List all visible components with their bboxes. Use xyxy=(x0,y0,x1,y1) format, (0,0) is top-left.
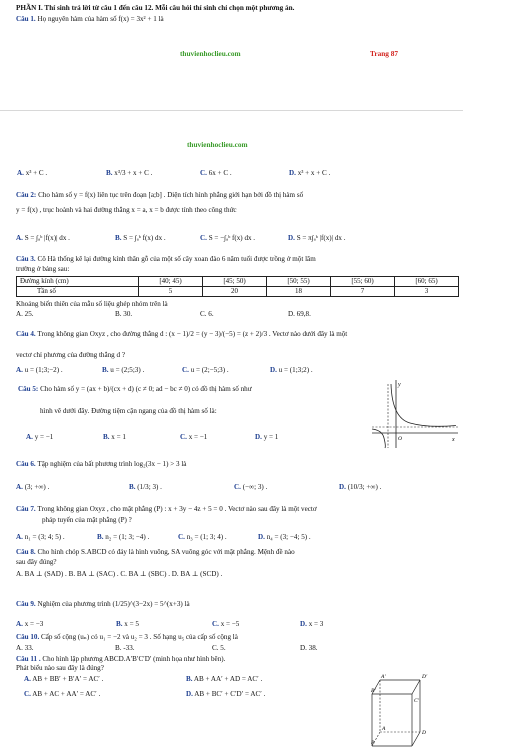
option-a[interactable]: A. y = −1 xyxy=(26,433,54,441)
option-d[interactable]: D. S = π∫ₐᵇ |f(x)| dx . xyxy=(288,234,346,242)
question-2-stem-line2: y = f(x) , trục hoành và hai đường thẳng x = a, x = b được tính theo công thức xyxy=(16,206,237,214)
question-10-stem: Câu 10. Cấp số cộng (uₙ) có u₁ = −2 và u₂ = 3 . Số hạng u₅ của cấp số cộng là xyxy=(16,633,238,641)
question-3-stem: Câu 3. Cô Hà thống kê lại đường kính thân gỗ của một số cây xoan đào 6 năm tuổi được trồng ở một lâm xyxy=(16,255,316,263)
cube-edge xyxy=(412,680,420,694)
table-cell: 3 xyxy=(395,287,459,297)
answer-options[interactable]: A. BA ⊥ (SAD) . B. BA ⊥ (SAC) . C. BA ⊥ (SBC) . D. BA ⊥ (SCD) . xyxy=(16,570,223,578)
vertex-label: A xyxy=(382,726,386,732)
question-3-stem-line2: trường ở bảng sau: xyxy=(16,265,70,273)
table-header-cell: [45; 50) xyxy=(203,277,267,287)
table-header-row xyxy=(17,277,459,287)
frequency-table xyxy=(16,276,459,297)
question-7-stem: Câu 7. Trong không gian Oxyz , cho mặt phẳng (P) : x + 3y − 4z + 5 = 0 . Vectơ nào sau đây là một vectơ xyxy=(16,505,317,513)
footer-site-name: thuvienhoclieu.com xyxy=(180,49,241,58)
vertex-label: B′ xyxy=(371,688,376,694)
graph-curve-right xyxy=(391,384,456,426)
question-5-stem: Câu 5: Cho hàm số y = (ax + b)/(cx + d) (c ≠ 0; ad − bc ≠ 0) có đồ thị hàm số như xyxy=(18,385,252,393)
option-b[interactable]: B. x = 5 xyxy=(116,620,139,628)
option-c[interactable]: C. n₃ = (1; 3; 4) . xyxy=(178,533,227,541)
table-cell: 7 xyxy=(331,287,395,297)
part-title: PHẦN I. Thí sinh trả lời từ câu 1 đến câu 12. Mỗi câu hỏi thí sinh chỉ chọn một phương án. xyxy=(16,4,295,12)
table-cell: 18 xyxy=(267,287,331,297)
header-site-name: thuvienhoclieu.com xyxy=(187,140,248,149)
option-b[interactable]: B. (1/3; 3) . xyxy=(129,483,162,491)
option-c[interactable]: C. 6. xyxy=(200,310,214,318)
table-header-cell: [50; 55) xyxy=(267,277,331,287)
cube-edge xyxy=(412,732,420,746)
vertex-label: B xyxy=(371,740,375,746)
table-cell: 5 xyxy=(139,287,203,297)
option-b[interactable]: B. S = ∫ₐᵇ f(x) dx . xyxy=(115,234,166,242)
question-text: Họ nguyên hàm của hàm số f(x) = 3x² + 1 là xyxy=(37,15,164,23)
option-b[interactable]: B. n₂ = (1; 3; −4) . xyxy=(97,533,150,541)
option-c[interactable]: C. x = −1 xyxy=(180,433,208,441)
table-cell: Tần số xyxy=(17,287,139,297)
option-b[interactable]: B. AB + AA′ + AD = AC′ . xyxy=(186,675,263,683)
hyperbola-graph xyxy=(368,378,460,450)
option-c[interactable]: C. (−∞; 3) . xyxy=(234,483,268,491)
vertex-label: A′ xyxy=(381,674,386,680)
graph-curve-left xyxy=(372,429,385,448)
option-d[interactable]: D. 69,8. xyxy=(288,310,311,318)
option-d[interactable]: D. n₄ = (3; −4; 5) . xyxy=(258,533,311,541)
option-c[interactable]: C. AB + AC + AA′ = AC′ . xyxy=(24,690,101,698)
table-row xyxy=(17,287,459,297)
table-header-cell: Đường kính (cm) xyxy=(17,277,139,287)
question-7-stem-line2: pháp tuyến của mặt phẳng (P) ? xyxy=(42,516,132,524)
option-d[interactable]: D. 38. xyxy=(300,644,318,652)
vertex-label: D′ xyxy=(422,674,428,680)
question-11-stem-line2: Phát biểu nào sau đây là đúng? xyxy=(16,664,104,672)
cube-diagram xyxy=(372,670,460,748)
origin-label: O xyxy=(398,436,402,442)
question-5-stem-line2: hình vẽ dưới đây. Đường tiệm cận ngang của đồ thị hàm số là: xyxy=(40,407,217,415)
question-2-stem: Câu 2: Cho hàm số y = f(x) liên tục trên đoạn [a;b] . Diện tích hình phẳng giới hạn bởi đồ thị hàm số xyxy=(16,191,304,199)
option-c[interactable]: C. u = (2;−5;3) . xyxy=(182,366,229,374)
option-d[interactable]: D. y = 1 xyxy=(255,433,279,441)
option-d[interactable]: D. u = (1;3;2) . xyxy=(270,366,313,374)
page-divider xyxy=(0,110,463,111)
option-d[interactable]: D. x = 3 xyxy=(300,620,324,628)
option-a[interactable]: A. S = ∫ₐᵇ |f(x)| dx . xyxy=(16,234,70,242)
option-c[interactable]: C. 5. xyxy=(212,644,226,652)
question-4-stem-line2: vectơ chỉ phương của đường thẳng d ? xyxy=(16,351,125,359)
question-8-stem-line2: sau đây đúng? xyxy=(16,558,57,566)
table-header-cell: [40; 45) xyxy=(139,277,203,287)
vertex-label: C′ xyxy=(414,698,419,704)
option-a[interactable]: A. x = −3 xyxy=(16,620,44,628)
page-number: Trang 87 xyxy=(370,49,399,58)
question-1-stem xyxy=(16,15,479,24)
vertex-label: D xyxy=(422,730,426,736)
option-a[interactable]: A. 33. xyxy=(16,644,34,652)
option-b[interactable]: B. 30. xyxy=(115,310,133,318)
option-a[interactable]: A. x³ + C . xyxy=(17,169,48,177)
option-a[interactable]: A. (3; +∞) . xyxy=(16,483,50,491)
question-4-stem: Câu 4. Trong không gian Oxyz , cho đường thẳng d : (x − 1)/2 = (y − 3)/(−5) = (z + 2)/3 . Vectơ nào dưới đây là một xyxy=(16,330,348,338)
option-a[interactable]: A. AB + BB′ + B′A′ = AC′ . xyxy=(24,675,104,683)
option-a[interactable]: A. u = (1;3;−2) . xyxy=(16,366,63,374)
option-b[interactable]: B. x = 1 xyxy=(103,433,126,441)
question-3-stem-line3: Khoảng biến thiên của mẫu số liệu ghép nhóm trên là xyxy=(16,300,168,308)
question-8-stem: Câu 8. Cho hình chóp S.ABCD có đáy là hình vuông, SA vuông góc với mặt phẳng. Mệnh đề nào xyxy=(16,548,295,556)
table-header-cell: [55; 60) xyxy=(331,277,395,287)
option-a[interactable]: A. 25. xyxy=(16,310,34,318)
option-b[interactable]: B. x³/3 + x + C . xyxy=(106,169,153,177)
axis-label-x: x xyxy=(452,437,455,443)
option-b[interactable]: B. -33. xyxy=(115,644,135,652)
question-6-stem: Câu 6. Tập nghiệm của bất phương trình log₂(3x − 1) > 3 là xyxy=(16,460,187,468)
question-label: Câu 1. xyxy=(16,15,36,23)
question-9-stem: Câu 9. Nghiệm của phương trình (1/25)^(3−2x) = 5^(x+3) là xyxy=(16,600,190,608)
option-d[interactable]: D. x³ + x + C . xyxy=(289,169,331,177)
option-c[interactable]: C. x = −5 xyxy=(212,620,240,628)
option-d[interactable]: D. AB + BC′ + C′D′ = AC′ . xyxy=(186,690,266,698)
option-c[interactable]: C. S = −∫ₐᵇ f(x) dx . xyxy=(200,234,256,242)
axis-label-y: y xyxy=(398,382,401,388)
option-c[interactable]: C. 6x + C . xyxy=(200,169,232,177)
option-b[interactable]: B. u = (2;5;3) . xyxy=(102,366,145,374)
option-d[interactable]: D. (10/3; +∞) . xyxy=(339,483,382,491)
table-cell: 20 xyxy=(203,287,267,297)
table-header-cell: [60; 65) xyxy=(395,277,459,287)
option-a[interactable]: A. n₁ = (3; 4; 5) . xyxy=(16,533,65,541)
question-11-stem: Câu 11 . Cho hình lập phương ABCD.A′B′C′D′ (minh họa như hình bên). xyxy=(16,655,226,663)
